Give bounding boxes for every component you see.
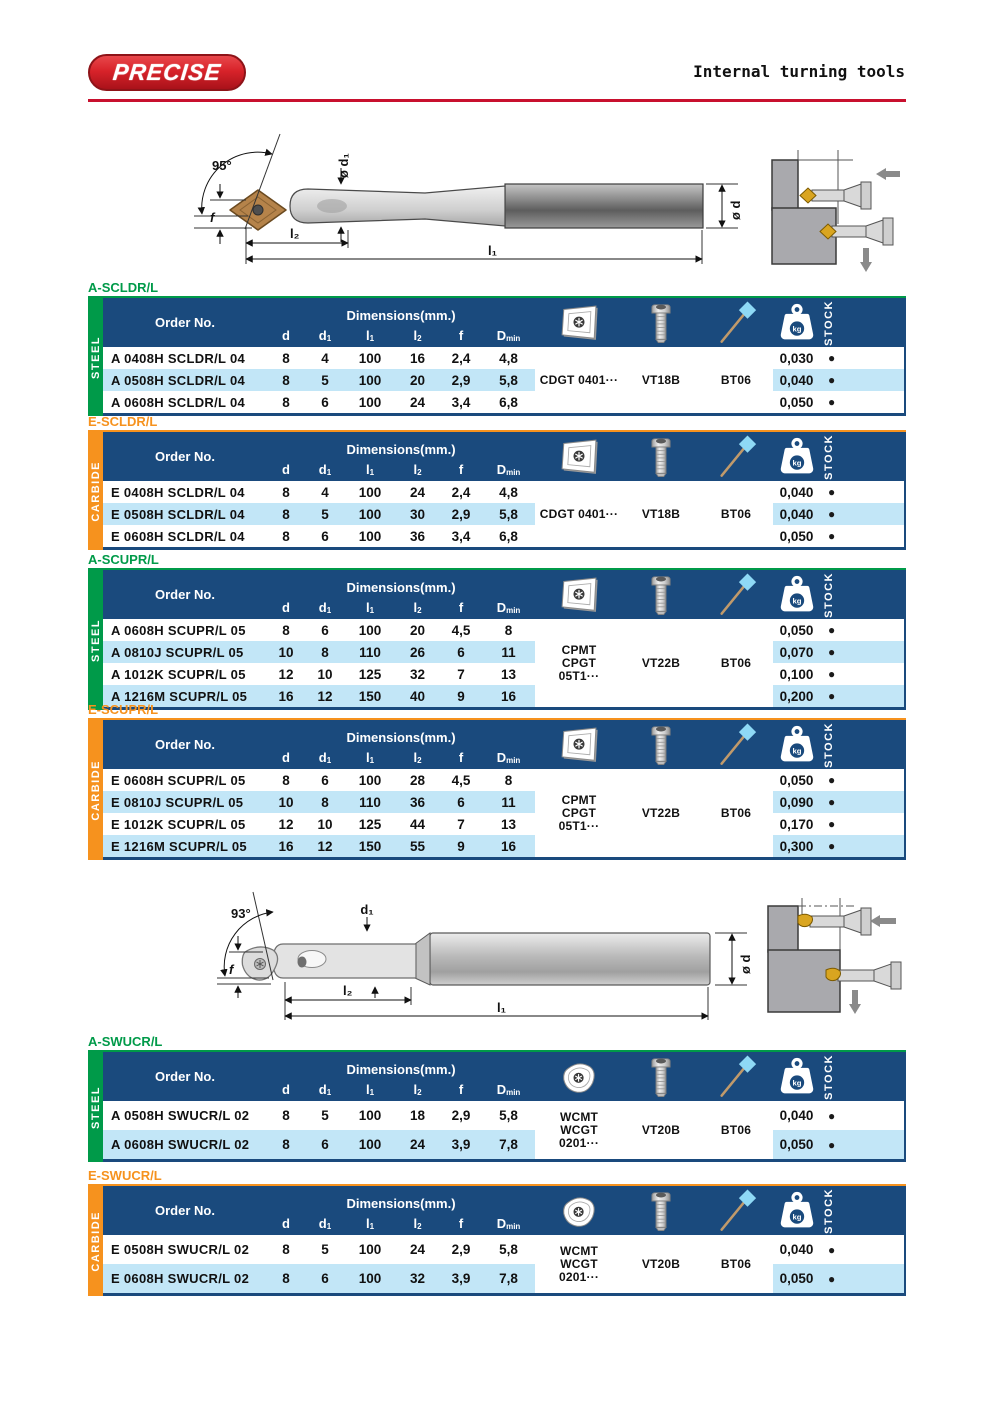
- dimensions-header: Dimensions(mm.): [346, 1196, 456, 1211]
- material-bar: [88, 570, 103, 710]
- col-header-d: d: [282, 461, 290, 477]
- order-no-header: Order No.: [155, 315, 215, 330]
- table-title: A-SCUPR/L: [88, 553, 906, 570]
- dimensions-header: Dimensions(mm.): [346, 580, 456, 595]
- weight-value: 0,050: [779, 1137, 814, 1152]
- col-header-l1: l $_1$: [365, 749, 375, 765]
- stock-dot: ●: [828, 1242, 836, 1257]
- col-header-d: d: [282, 599, 290, 615]
- screw-designation: VT18B: [641, 506, 681, 521]
- key-designation: BT06: [720, 372, 752, 387]
- col-header-l1: l $_1$: [365, 599, 375, 615]
- weight-value: 0,050: [779, 1271, 814, 1286]
- order-no: A 0508H SWUCR/L 02: [111, 1108, 250, 1123]
- insert-icon: [535, 570, 623, 619]
- order-no: A 0608H SWUCR/L 02: [111, 1137, 250, 1152]
- col-header-f: f: [458, 1081, 464, 1097]
- key-icon: [699, 1186, 773, 1235]
- stock-dot: ●: [828, 485, 836, 499]
- insert-icon: [535, 432, 623, 481]
- stock-header: STOCK: [823, 721, 835, 768]
- order-no: A 1012K SCUPR/L 05: [111, 666, 246, 682]
- col-header-d: d: [282, 1215, 290, 1231]
- table-row: A 1216M SCUPR/L 05 16 12 150 40 9 16: [103, 685, 535, 707]
- key-designation: BT06: [720, 506, 752, 521]
- key-designation: BT06: [720, 805, 752, 820]
- dimensions-header: Dimensions(mm.): [346, 1062, 456, 1077]
- weight-value: 0,040: [779, 372, 814, 388]
- col-header-l2: l $_2$: [413, 461, 422, 477]
- bar-neck: [273, 944, 416, 978]
- col-header-d1: d $_1$: [318, 327, 332, 343]
- key-icon: [699, 720, 773, 769]
- order-no: E 0608H SCUPR/L 05: [111, 772, 246, 788]
- weight-icon: [773, 570, 820, 619]
- stock-dot: ●: [828, 667, 836, 681]
- stock-dot: ●: [828, 507, 836, 521]
- stock-dot: ●: [828, 817, 836, 831]
- table-row: E 0810J SCUPR/L 05 10 8 110 36 6 11: [103, 791, 535, 813]
- order-no: E 0508H SWUCR/L 02: [111, 1242, 250, 1257]
- weight-value: 0,040: [779, 1108, 814, 1123]
- col-header-f: f: [458, 749, 464, 765]
- col-header-l2: l $_2$: [413, 1081, 422, 1097]
- col-header-l2: l $_2$: [413, 327, 422, 343]
- table-title: A-SWUCR/L: [88, 1035, 906, 1052]
- f-label: f: [229, 962, 234, 977]
- table-a-scldr: [88, 281, 906, 416]
- screw-designation: VT20B: [641, 1256, 681, 1271]
- l1-label: l₁: [497, 1000, 506, 1015]
- insert-designation: WCMT WCGT 0201···: [558, 1243, 600, 1284]
- material-bar: [88, 720, 103, 860]
- weight-value: 0,170: [779, 816, 814, 832]
- table-e-scldr: [88, 415, 906, 550]
- insert-designation: CPMT CPGT 05T1···: [558, 792, 600, 833]
- table-row: A 0810J SCUPR/L 05 10 8 110 26 6 11: [103, 641, 535, 663]
- l2-label: l₂: [343, 983, 353, 998]
- weight-value: 0,200: [779, 688, 814, 704]
- col-header-f: f: [458, 599, 464, 615]
- key-icon: [699, 1052, 773, 1101]
- stock-dot: ●: [828, 395, 836, 409]
- col-header-d1: d $_1$: [318, 599, 332, 615]
- material-bar: [88, 1052, 103, 1162]
- table-row: E 0508H SCLDR/L 04 8 5 100 30 2,9 5,8: [103, 503, 535, 525]
- insert-icon: [535, 1186, 623, 1235]
- d1-label: d₁: [360, 902, 374, 917]
- order-no: A 0810J SCUPR/L 05: [111, 644, 244, 660]
- col-header-d: d: [282, 327, 290, 343]
- col-header-d: d: [282, 1081, 290, 1097]
- logo-text: PRECISE: [111, 59, 223, 85]
- weight-icon: [773, 298, 820, 347]
- table-a-scupr: [88, 553, 906, 710]
- col-header-f: f: [458, 1215, 464, 1231]
- stock-dot: ●: [828, 839, 836, 853]
- col-header-f: f: [458, 461, 464, 477]
- stock-dot: ●: [828, 529, 836, 543]
- insert-designation: CDGT 0401···: [539, 372, 619, 387]
- stock-header: STOCK: [823, 433, 835, 480]
- col-header-d1: d $_1$: [318, 461, 332, 477]
- stock-dot: ●: [828, 795, 836, 809]
- order-no: E 0608H SCLDR/L 04: [111, 528, 245, 544]
- table-row: E 0608H SWUCR/L 02 8 6 100 32 3,9 7,8: [103, 1264, 535, 1293]
- material-bar: [88, 1186, 103, 1296]
- screw-icon: [623, 298, 699, 347]
- table-row: E 1012K SCUPR/L 05 12 10 125 44 7 13: [103, 813, 535, 835]
- insert-designation: CDGT 0401···: [539, 506, 619, 521]
- weight-value: 0,100: [779, 666, 814, 682]
- weight-value: 0,050: [779, 528, 814, 544]
- weight-icon: [773, 720, 820, 769]
- header-rule: [88, 99, 906, 102]
- dimensions-header: Dimensions(mm.): [346, 442, 456, 457]
- stock-header: STOCK: [823, 299, 835, 346]
- order-no: A 0608H SCLDR/L 04: [111, 394, 246, 410]
- table-row: A 1012K SCUPR/L 05 12 10 125 32 7 13: [103, 663, 535, 685]
- stock-dot: ●: [828, 689, 836, 703]
- table-e-swucr: [88, 1169, 906, 1296]
- weight-value: 0,030: [779, 350, 814, 366]
- table-row: E 0508H SWUCR/L 02 8 5 100 24 2,9 5,8: [103, 1235, 535, 1264]
- insert-designation: WCMT WCGT 0201···: [558, 1109, 600, 1150]
- table-row: E 0608H SCLDR/L 04 8 6 100 36 3,4 6,8: [103, 525, 535, 547]
- table-title: A-SCLDR/L: [88, 281, 906, 298]
- l1-label: l₁: [488, 243, 497, 258]
- screw-designation: VT18B: [641, 372, 681, 387]
- table-title: E-SWUCR/L: [88, 1169, 906, 1186]
- insert-designation: CPMT CPGT 05T1···: [558, 642, 600, 683]
- stock-dot: ●: [828, 623, 836, 637]
- order-no: E 0608H SWUCR/L 02: [111, 1271, 250, 1286]
- angle-label: 93°: [231, 906, 251, 921]
- application-diagram-swucr: [752, 890, 912, 1020]
- stock-dot: ●: [828, 373, 836, 387]
- screw-icon: [623, 432, 699, 481]
- table-title: E-SCUPR/L: [88, 703, 906, 720]
- col-header-f: f: [458, 327, 464, 343]
- insert-icon: [535, 720, 623, 769]
- stock-header: STOCK: [823, 1187, 835, 1234]
- upper-tool: [800, 182, 871, 209]
- table-row: A 0508H SCLDR/L 04 8 5 100 20 2,9 5,8: [103, 369, 535, 391]
- d-label: ø d: [728, 200, 743, 220]
- table-a-swucr: [88, 1035, 906, 1162]
- workpiece-wall: [772, 160, 798, 210]
- stock-dot: ●: [828, 645, 836, 659]
- order-no-header: Order No.: [155, 737, 215, 752]
- boring-bar-drawing-swucr: [215, 886, 755, 1023]
- order-no: A 0408H SCLDR/L 04: [111, 350, 246, 366]
- key-icon: [699, 570, 773, 619]
- stock-dot: ●: [828, 1108, 836, 1123]
- boring-bar-drawing-scldr: [190, 126, 750, 278]
- weight-icon: [773, 1052, 820, 1101]
- col-header-l2: l $_2$: [413, 599, 422, 615]
- table-row: E 0608H SCUPR/L 05 8 6 100 28 4,5 8: [103, 769, 535, 791]
- d-label: ø d: [738, 954, 753, 974]
- col-header-dmin: D $_{min}$: [496, 1081, 521, 1097]
- col-header-l2: l $_2$: [413, 1215, 422, 1231]
- weight-value: 0,050: [779, 394, 814, 410]
- col-header-d: d: [282, 749, 290, 765]
- material-label: STEEL: [89, 335, 102, 379]
- screw-icon: [623, 1052, 699, 1101]
- order-no-header: Order No.: [155, 1069, 215, 1084]
- table-row: A 0408H SCLDR/L 04 8 4 100 16 2,4 4,8: [103, 347, 535, 369]
- order-no: A 1216M SCUPR/L 05: [111, 688, 248, 704]
- col-header-dmin: D $_{min}$: [496, 599, 521, 615]
- angle-label: 95°: [212, 158, 232, 173]
- order-no: E 0408H SCLDR/L 04: [111, 484, 245, 500]
- weight-value: 0,040: [779, 484, 814, 500]
- weight-value: 0,040: [779, 1242, 814, 1257]
- screw-designation: VT22B: [641, 805, 681, 820]
- weight-value: 0,040: [779, 506, 814, 522]
- application-diagram-scldr: [758, 136, 908, 276]
- stock-dot: ●: [828, 773, 836, 787]
- screw-icon: [623, 1186, 699, 1235]
- key-icon: [699, 298, 773, 347]
- page-title: Internal turning tools: [693, 62, 905, 81]
- upper-tool: [798, 908, 871, 935]
- order-no-header: Order No.: [155, 1203, 215, 1218]
- f-label: f: [210, 210, 215, 225]
- col-header-l1: l $_1$: [365, 461, 375, 477]
- stock-header: STOCK: [823, 571, 835, 618]
- weight-value: 0,300: [779, 838, 814, 854]
- stock-dot: ●: [828, 1137, 836, 1152]
- col-header-dmin: D $_{min}$: [496, 461, 521, 477]
- material-label: STEEL: [89, 618, 102, 662]
- screw-icon: [623, 720, 699, 769]
- bar-shank: [430, 933, 710, 985]
- col-header-dmin: D $_{min}$: [496, 327, 521, 343]
- order-no: E 0810J SCUPR/L 05: [111, 794, 244, 810]
- table-row: A 0608H SWUCR/L 02 8 6 100 24 3,9 7,8: [103, 1130, 535, 1159]
- weight-value: 0,050: [779, 622, 814, 638]
- bar-shank: [505, 184, 703, 228]
- order-no: A 0608H SCUPR/L 05: [111, 622, 246, 638]
- key-designation: BT06: [720, 1122, 752, 1137]
- diamond-insert: [230, 190, 286, 230]
- weight-value: 0,050: [779, 772, 814, 788]
- key-designation: BT06: [720, 655, 752, 670]
- dimensions-header: Dimensions(mm.): [346, 730, 456, 745]
- material-bar: [88, 298, 103, 416]
- insert-icon: [535, 298, 623, 347]
- weight-icon: [773, 432, 820, 481]
- stock-dot: ●: [828, 351, 836, 365]
- col-header-l1: l $_1$: [365, 1215, 375, 1231]
- material-label: STEEL: [89, 1085, 102, 1129]
- dimensions-header: Dimensions(mm.): [346, 308, 456, 323]
- precise-logo: [88, 54, 246, 91]
- screw-designation: VT20B: [641, 1122, 681, 1137]
- order-no: E 1012K SCUPR/L 05: [111, 816, 246, 832]
- l2-label: l₂: [290, 226, 300, 241]
- material-bar: [88, 432, 103, 550]
- col-header-dmin: D $_{min}$: [496, 1215, 521, 1231]
- table-row: E 0408H SCLDR/L 04 8 4 100 24 2,4 4,8: [103, 481, 535, 503]
- stock-dot: ●: [828, 1271, 836, 1286]
- workpiece-block: [768, 950, 840, 1012]
- table-title: E-SCLDR/L: [88, 415, 906, 432]
- stock-header: STOCK: [823, 1053, 835, 1100]
- table-row: A 0608H SCUPR/L 05 8 6 100 20 4,5 8: [103, 619, 535, 641]
- weight-value: 0,090: [779, 794, 814, 810]
- col-header-l2: l $_2$: [413, 749, 422, 765]
- order-no-header: Order No.: [155, 587, 215, 602]
- d1-label: ø d₁: [336, 153, 351, 178]
- material-label: CARBIDE: [89, 1210, 102, 1272]
- weight-icon: [773, 1186, 820, 1235]
- order-no: E 0508H SCLDR/L 04: [111, 506, 245, 522]
- workpiece-wall: [768, 906, 798, 952]
- key-icon: [699, 432, 773, 481]
- order-no: E 1216M SCUPR/L 05: [111, 838, 247, 854]
- material-label: CARBIDE: [89, 759, 102, 821]
- col-header-d1: d $_1$: [318, 1081, 332, 1097]
- insert-icon: [535, 1052, 623, 1101]
- order-no: A 0508H SCLDR/L 04: [111, 372, 246, 388]
- col-header-l1: l $_1$: [365, 1081, 375, 1097]
- weight-value: 0,070: [779, 644, 814, 660]
- table-row: A 0608H SCLDR/L 04 8 6 100 24 3,4 6,8: [103, 391, 535, 413]
- table-row: A 0508H SWUCR/L 02 8 5 100 18 2,9 5,8: [103, 1101, 535, 1130]
- col-header-dmin: D $_{min}$: [496, 749, 521, 765]
- order-no-header: Order No.: [155, 449, 215, 464]
- table-e-scupr: [88, 703, 906, 860]
- key-designation: BT06: [720, 1256, 752, 1271]
- col-header-l1: l $_1$: [365, 327, 375, 343]
- screw-designation: VT22B: [641, 655, 681, 670]
- col-header-d1: d $_1$: [318, 749, 332, 765]
- screw-icon: [623, 570, 699, 619]
- col-header-d1: d $_1$: [318, 1215, 332, 1231]
- material-label: CARBIDE: [89, 460, 102, 522]
- table-row: E 1216M SCUPR/L 05 16 12 150 55 9 16: [103, 835, 535, 857]
